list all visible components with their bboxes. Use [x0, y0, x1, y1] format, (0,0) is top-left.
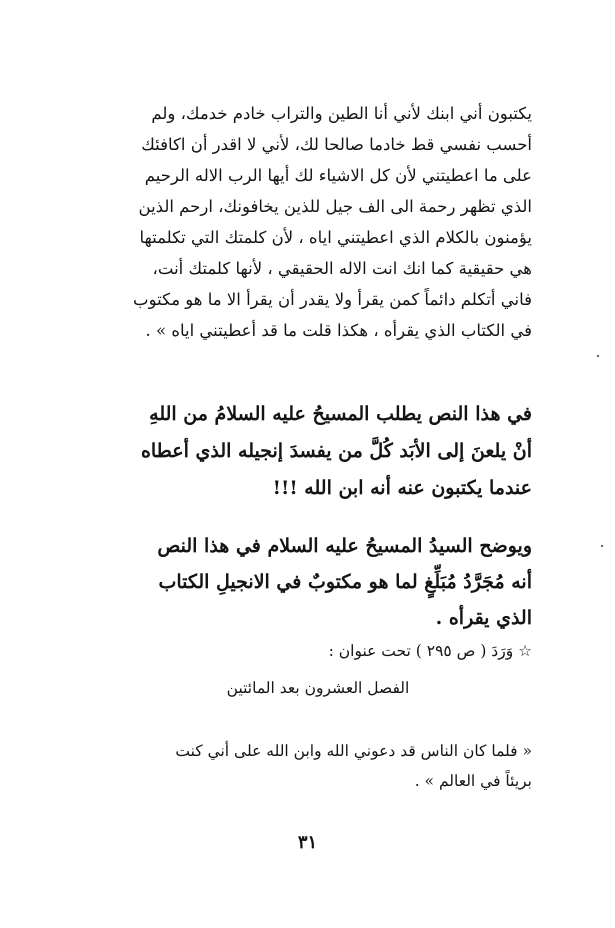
- text-line: في هذا النص يطلب المسيحُ عليه السلامُ من اللهِ: [149, 403, 532, 425]
- text-line: في الكتاب الذي يقرأه ، هكذا قلت ما قد أعطيتني اياه » .: [145, 321, 532, 340]
- text-line: أنْ يلعنَ إلى الأبَد كُلَّ من يفسدَ إنجيله الذي أعطاه: [140, 440, 532, 462]
- page-number: ٣١: [297, 832, 318, 853]
- text-line: يكتبون أني ابنك لأني أنا الطين والتراب خادم خدمك، ولم: [151, 104, 532, 123]
- text-line: بريئاً في العالم » .: [414, 772, 532, 790]
- text-line: هي حقيقية كما انك انت الاله الحقيقي ، لأنها كلمتك أنت،: [152, 259, 532, 278]
- text-line: أنه مُجَرَّدُ مُبَلِّغٍ لما هو مكتوبٌ في الانجيلِ الكتاب: [158, 571, 532, 593]
- quotation: [104, 736, 532, 796]
- text-line: « فلما كان الناس قد دعوني الله وابن الله على أني كنت: [175, 742, 532, 760]
- text-line: فاني أتكلم دائماً كمن يقرأ ولا يقدر أن يقرأ الا ما هو مكتوب: [133, 290, 532, 309]
- text-line: أحسب نفسي قط خادما صالحا لك، لأني لا اقدر أن اكافئك: [141, 135, 532, 154]
- section-title: الفصل العشرون بعد المائتين: [226, 679, 410, 697]
- paragraph-commentary-1: [104, 396, 532, 507]
- text-line: يؤمنون بالكلام الذي اعطيتني اياه ، لأن كلمتك التي تكلمتها: [139, 228, 532, 247]
- scan-speck: [597, 355, 599, 357]
- text-line: على ما اعطيتني لأن كل الاشياء لك أيها الرب الاله الرحيم: [144, 166, 532, 185]
- source-note: ☆ وَرَدَ ( ص ٢٩٥ ) تحت عنوان :: [328, 642, 532, 660]
- scan-speck: [601, 545, 603, 547]
- paragraph-commentary-2: [104, 528, 532, 636]
- text-line: ويوضح السيدُ المسيحُ عليه السلام في هذا النص: [157, 535, 532, 557]
- text-line: عندما يكتبون عنه أنه ابن الله !!!: [272, 477, 532, 499]
- text-line: الذي تظهر رحمة الى الف جيل للذين يخافونك، ارحم الذين: [138, 197, 532, 216]
- paragraph-prayer: [104, 98, 532, 346]
- text-line: الذي يقرأه .: [435, 607, 532, 629]
